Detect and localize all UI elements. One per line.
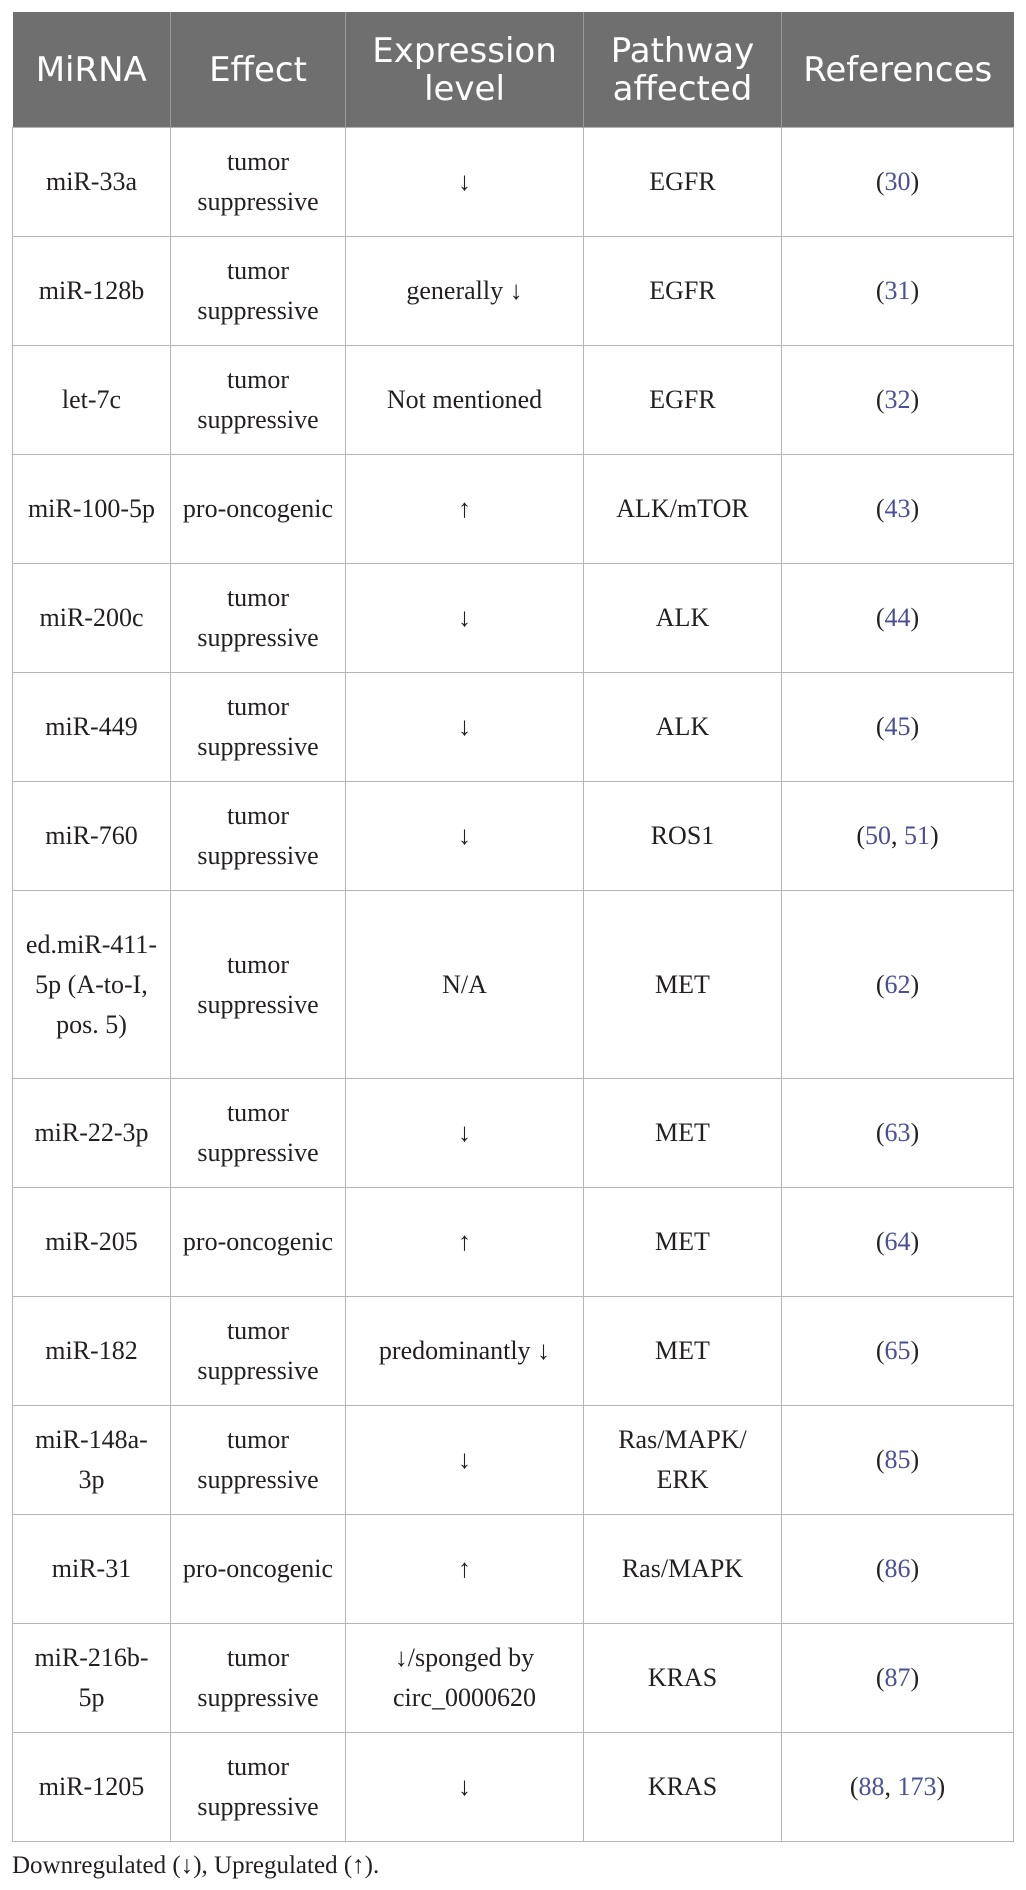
table-row	[13, 564, 1014, 673]
references-cell: (31)	[782, 237, 1014, 346]
reference-link[interactable]: 43	[884, 494, 911, 523]
reference-link[interactable]: 173	[897, 1772, 937, 1801]
pathway-cell: EGFR	[584, 346, 782, 455]
effect-cell: tumor suppressive	[171, 1406, 346, 1515]
expression-cell: Not mentioned	[346, 346, 584, 455]
expression-cell: ↓	[346, 673, 584, 782]
pathway-cell: ALK	[584, 564, 782, 673]
mirna-cell: miR-148a-3p	[13, 1406, 171, 1515]
effect-cell: tumor suppressive	[171, 564, 346, 673]
table-row	[13, 237, 1014, 346]
table-footnote: Downregulated (↓), Upregulated (↑).	[12, 1852, 380, 1879]
column-header-expression: Expression level	[346, 12, 584, 128]
pathway-cell: EGFR	[584, 128, 782, 237]
references-cell: (62)	[782, 891, 1014, 1079]
references-cell: (45)	[782, 673, 1014, 782]
references-cell: (65)	[782, 1297, 1014, 1406]
mirna-cell: miR-182	[13, 1297, 171, 1406]
expression-cell: ↑	[346, 1515, 584, 1624]
reference-link[interactable]: 30	[884, 167, 911, 196]
expression-cell: ↑	[346, 455, 584, 564]
references-cell: (30)	[782, 128, 1014, 237]
reference-link[interactable]: 51	[904, 821, 930, 850]
column-header-mirna: MiRNA	[13, 12, 171, 128]
expression-cell: predominantly ↓	[346, 1297, 584, 1406]
table-header	[13, 12, 1014, 128]
pathway-cell: KRAS	[584, 1624, 782, 1733]
mirna-cell: let-7c	[13, 346, 171, 455]
table-row	[13, 782, 1014, 891]
references-cell: (32)	[782, 346, 1014, 455]
reference-link[interactable]: 63	[884, 1118, 911, 1147]
table-row	[13, 1188, 1014, 1297]
expression-cell: ↓	[346, 564, 584, 673]
references-cell: (86)	[782, 1515, 1014, 1624]
reference-link[interactable]: 86	[884, 1554, 911, 1583]
mirna-cell: miR-22-3p	[13, 1079, 171, 1188]
pathway-cell: ROS1	[584, 782, 782, 891]
effect-cell: tumor suppressive	[171, 1079, 346, 1188]
effect-cell: tumor suppressive	[171, 1733, 346, 1842]
mirna-cell: miR-33a	[13, 128, 171, 237]
mirna-cell: miR-200c	[13, 564, 171, 673]
pathway-cell: Ras/MAPK	[584, 1515, 782, 1624]
table-body	[13, 128, 1014, 1842]
table-row	[13, 1406, 1014, 1515]
pathway-cell: MET	[584, 891, 782, 1079]
pathway-cell: MET	[584, 1188, 782, 1297]
table-row	[13, 1297, 1014, 1406]
effect-cell: tumor suppressive	[171, 1297, 346, 1406]
mirna-cell: miR-31	[13, 1515, 171, 1624]
references-cell: (64)	[782, 1188, 1014, 1297]
column-header-effect: Effect	[171, 12, 346, 128]
reference-link[interactable]: 62	[884, 969, 911, 999]
table-row	[13, 128, 1014, 237]
table-row	[13, 1624, 1014, 1733]
mirna-table-container	[12, 12, 1013, 1842]
effect-cell: tumor suppressive	[171, 128, 346, 237]
reference-link[interactable]: 85	[884, 1445, 911, 1474]
reference-link[interactable]: 64	[884, 1227, 911, 1256]
table-row	[13, 1079, 1014, 1188]
header-row	[13, 12, 1014, 128]
reference-link[interactable]: 88	[858, 1772, 885, 1801]
effect-cell: tumor suppressive	[171, 782, 346, 891]
effect-cell: pro-oncogenic	[171, 1188, 346, 1297]
reference-link[interactable]: 87	[884, 1663, 911, 1692]
pathway-cell: MET	[584, 1079, 782, 1188]
mirna-cell: miR-1205	[13, 1733, 171, 1842]
pathway-cell: EGFR	[584, 237, 782, 346]
expression-cell: generally ↓	[346, 237, 584, 346]
references-cell: (88, 173)	[782, 1733, 1014, 1842]
table-row	[13, 1515, 1014, 1624]
mirna-cell: miR-100-5p	[13, 455, 171, 564]
table-row	[13, 891, 1014, 1079]
table-row	[13, 1733, 1014, 1842]
mirna-table	[12, 12, 1014, 1842]
reference-link[interactable]: 44	[884, 603, 911, 632]
effect-cell: tumor suppressive	[171, 891, 346, 1079]
reference-link[interactable]: 65	[884, 1336, 911, 1365]
references-cell: (63)	[782, 1079, 1014, 1188]
pathway-cell: KRAS	[584, 1733, 782, 1842]
mirna-cell: miR-205	[13, 1188, 171, 1297]
effect-cell: tumor suppressive	[171, 673, 346, 782]
reference-link[interactable]: 50	[865, 821, 891, 850]
pathway-cell: Ras/MAPK/ ERK	[584, 1406, 782, 1515]
expression-cell: ↓	[346, 128, 584, 237]
reference-link[interactable]: 45	[884, 712, 911, 741]
references-cell: (87)	[782, 1624, 1014, 1733]
reference-link[interactable]: 31	[884, 276, 911, 305]
mirna-cell: miR-216b-5p	[13, 1624, 171, 1733]
mirna-cell: miR-449	[13, 673, 171, 782]
pathway-cell: MET	[584, 1297, 782, 1406]
references-cell: (85)	[782, 1406, 1014, 1515]
table-row	[13, 455, 1014, 564]
expression-cell: ↑	[346, 1188, 584, 1297]
column-header-references: References	[782, 12, 1014, 128]
mirna-cell: ed.miR-411-5p (A-to-I, pos. 5)	[13, 891, 171, 1079]
reference-link[interactable]: 32	[884, 385, 911, 414]
expression-cell: ↓	[346, 782, 584, 891]
expression-cell: ↓	[346, 1733, 584, 1842]
effect-cell: tumor suppressive	[171, 346, 346, 455]
expression-cell: ↓/sponged by circ_0000620	[346, 1624, 584, 1733]
effect-cell: tumor suppressive	[171, 1624, 346, 1733]
effect-cell: pro-oncogenic	[171, 455, 346, 564]
pathway-cell: ALK	[584, 673, 782, 782]
expression-cell: ↓	[346, 1079, 584, 1188]
references-cell: (43)	[782, 455, 1014, 564]
effect-cell: pro-oncogenic	[171, 1515, 346, 1624]
column-header-pathway: Pathway affected	[584, 12, 782, 128]
table-row	[13, 673, 1014, 782]
table-row	[13, 346, 1014, 455]
expression-cell: N/A	[346, 891, 584, 1079]
references-cell: (50, 51)	[782, 782, 1014, 891]
pathway-cell: ALK/mTOR	[584, 455, 782, 564]
expression-cell: ↓	[346, 1406, 584, 1515]
references-cell: (44)	[782, 564, 1014, 673]
mirna-cell: miR-128b	[13, 237, 171, 346]
mirna-cell: miR-760	[13, 782, 171, 891]
effect-cell: tumor suppressive	[171, 237, 346, 346]
